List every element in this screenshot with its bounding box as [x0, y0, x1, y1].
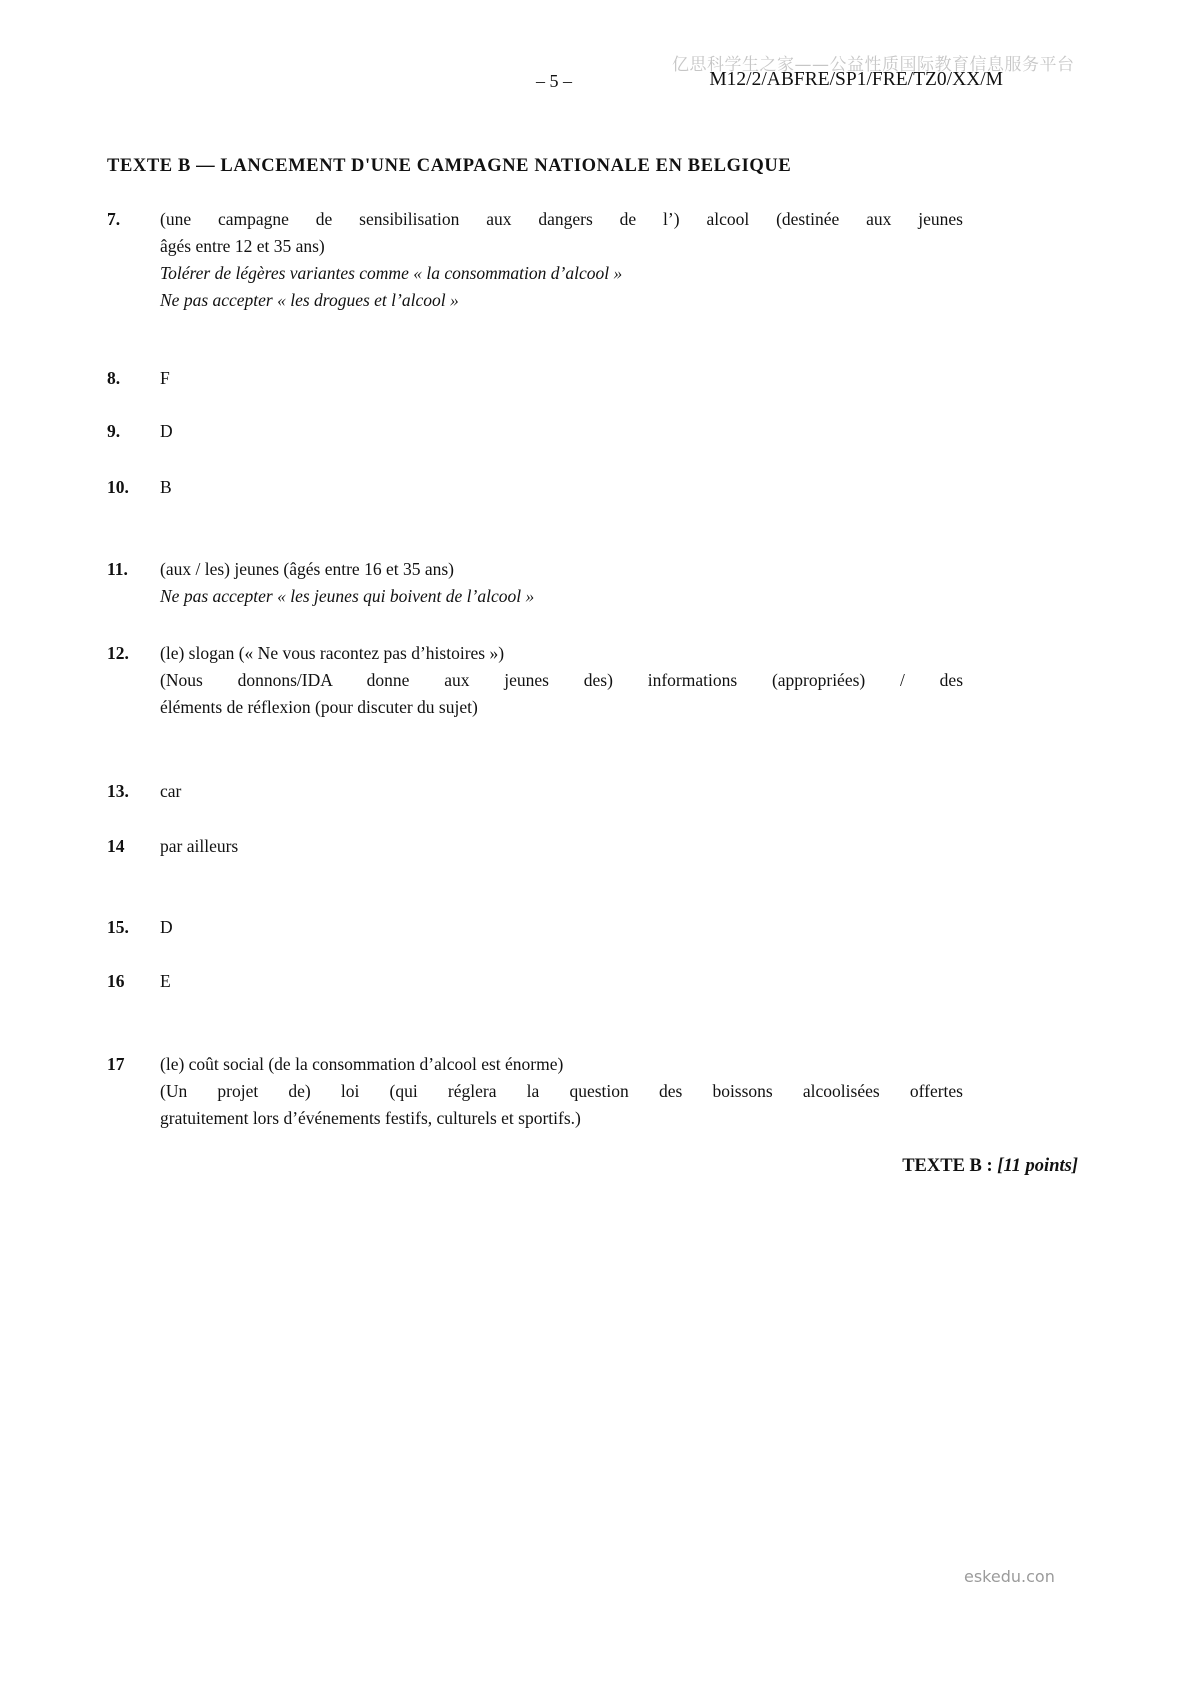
answer-line: éléments de réflexion (pour discuter du sujet) [160, 697, 478, 717]
marker-note: Tolérer de légères variantes comme « la consommation d’alcool » [160, 263, 623, 283]
item-number: 11. [107, 559, 128, 579]
item-number: 14 [107, 836, 125, 856]
answer-line: (Nous donnons/IDA donne aux jeunes des) informations (appropriées) / des [160, 670, 963, 690]
page-number: – 5 – [536, 71, 572, 91]
answer-item-7 [107, 206, 1005, 314]
answer-line: (Un projet de) loi (qui réglera la question des boissons alcoolisées offertes [160, 1081, 963, 1101]
item-body [160, 365, 963, 392]
answer-item-14 [107, 833, 1005, 860]
answer-item-15 [107, 914, 1005, 941]
item-number: 7. [107, 209, 121, 229]
answer-line: gratuitement lors d’événements festifs, culturels et sportifs.) [160, 1108, 581, 1128]
answer-item-11 [107, 556, 1005, 610]
item-number: 17 [107, 1054, 125, 1074]
item-number: 15. [107, 917, 129, 937]
answer-line: B [160, 477, 172, 497]
item-body [160, 833, 963, 860]
header-watermark: 亿思科学生之家——公益性质国际教育信息服务平台 [672, 55, 1075, 75]
answer-line: par ailleurs [160, 836, 239, 856]
item-number: 9. [107, 421, 121, 441]
answer-line: D [160, 917, 173, 937]
footer-watermark: eskedu.con [964, 1567, 1055, 1586]
item-number: 12. [107, 643, 129, 663]
section-total [902, 1156, 1078, 1177]
item-body [160, 914, 963, 941]
answer-item-13 [107, 778, 1005, 805]
item-body [160, 968, 963, 995]
answer-item-17 [107, 1051, 1005, 1132]
answer-line: (une campagne de sensibilisation aux dangers de l’) alcool (destinée aux jeunes [160, 209, 963, 229]
answer-line: E [160, 971, 171, 991]
paper-code: M12/2/ABFRE/SP1/FRE/TZ0/XX/M [709, 69, 1003, 90]
section-total-label: TEXTE B : [902, 1156, 993, 1176]
item-number: 10. [107, 477, 129, 497]
section-title: TEXTE B — LANCEMENT D'UNE CAMPAGNE NATIONALE EN BELGIQUE [107, 156, 792, 176]
answer-item-9 [107, 418, 1005, 445]
marker-note: Ne pas accepter « les drogues et l’alcool » [160, 290, 459, 310]
item-body [160, 418, 963, 445]
item-body [160, 474, 963, 501]
item-body [160, 1051, 963, 1132]
item-body [160, 556, 963, 610]
answer-line: (aux / les) jeunes (âgés entre 16 et 35 ans) [160, 559, 454, 579]
answer-line: F [160, 368, 170, 388]
item-body [160, 778, 963, 805]
answer-line: (le) coût social (de la consommation d’alcool est énorme) [160, 1054, 564, 1074]
section-total-points: [11 points] [997, 1156, 1078, 1176]
marker-note: Ne pas accepter « les jeunes qui boivent de l’alcool » [160, 586, 535, 606]
item-number: 8. [107, 368, 121, 388]
answer-item-12 [107, 640, 1005, 721]
answer-item-8 [107, 365, 1005, 392]
item-body [160, 206, 963, 314]
answer-line: (le) slogan (« Ne vous racontez pas d’histoires ») [160, 643, 505, 663]
item-body [160, 640, 963, 721]
item-number: 13. [107, 781, 129, 801]
answer-line: âgés entre 12 et 35 ans) [160, 236, 325, 256]
answer-line: car [160, 781, 182, 801]
answer-line: D [160, 421, 173, 441]
answer-item-10 [107, 474, 1005, 501]
answer-item-16 [107, 968, 1005, 995]
item-number: 16 [107, 971, 125, 991]
